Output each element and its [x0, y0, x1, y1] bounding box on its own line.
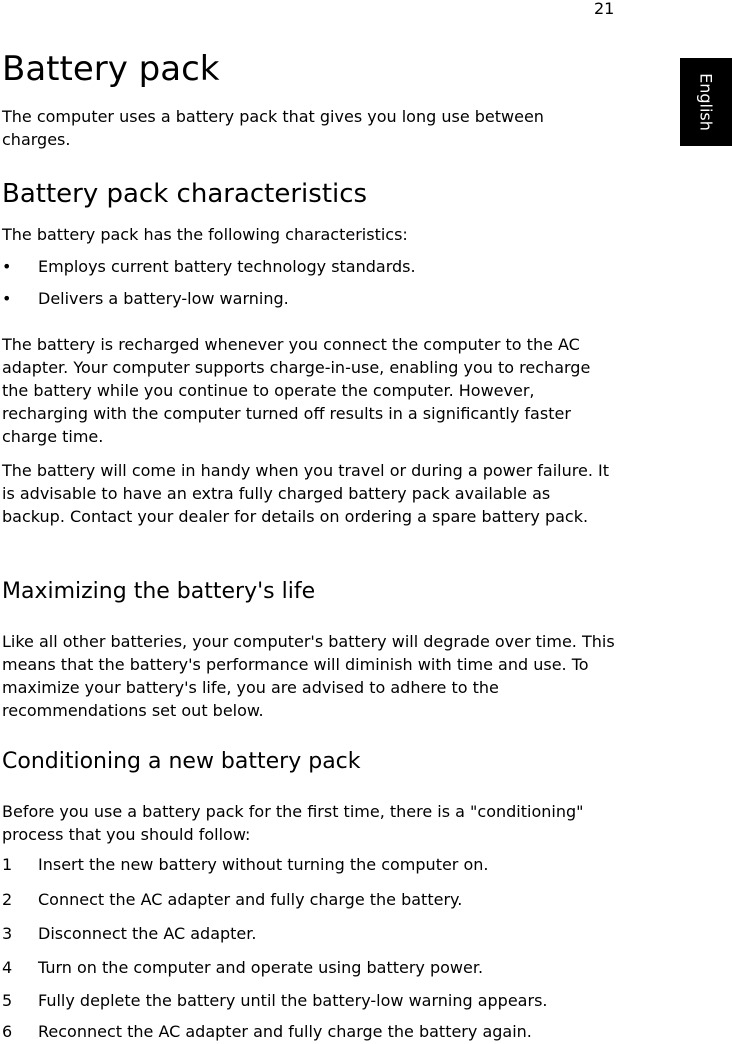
step-text: Connect the AC adapter and fully charge the battery.: [38, 890, 463, 909]
step-number: 1: [2, 855, 13, 874]
conditioning-heading: Conditioning a new battery pack: [2, 749, 361, 774]
characteristics-heading: Battery pack characteristics: [2, 179, 368, 209]
language-side-tab: [680, 58, 732, 146]
page-title: Battery pack: [2, 49, 220, 89]
bullet-marker: •: [2, 289, 12, 308]
step-number: 2: [2, 890, 13, 909]
step-number: 3: [2, 924, 13, 943]
maximizing-heading: Maximizing the battery's life: [2, 579, 316, 604]
language-tab-label: English: [696, 73, 716, 131]
bullet-marker: •: [2, 257, 12, 276]
recharge-paragraph: The battery is recharged whenever you connect the computer to the AC adapter. Your computer supports charge-in-use, enabling you to recharge the battery while you continue to operate the computer. However, recharging with the computer turned off results in a significantly faster charge time.: [2, 335, 591, 446]
intro-paragraph: The computer uses a battery pack that gives you long use between charges.: [2, 107, 544, 149]
step-text: Fully deplete the battery until the battery-low warning appears.: [38, 991, 548, 1010]
maximizing-paragraph: Like all other batteries, your computer's battery will degrade over time. This means that the battery's performance will diminish with time and use. To maximize your battery's life, you are advised to adhere to the recommendations set out below.: [2, 632, 615, 720]
page-number: 21: [594, 0, 615, 18]
step-text: Reconnect the AC adapter and fully charge the battery again.: [38, 1022, 532, 1041]
step-number: 6: [2, 1022, 13, 1041]
step-text: Turn on the computer and operate using battery power.: [38, 958, 484, 977]
backup-paragraph: The battery will come in handy when you travel or during a power failure. It is advisable to have an extra fully charged battery pack available as backup. Contact your dealer for details on ordering a spare battery pack.: [2, 461, 609, 526]
bullet-text: Delivers a battery-low warning.: [38, 289, 289, 308]
step-number: 4: [2, 958, 13, 977]
characteristics-lead: The battery pack has the following characteristics:: [2, 225, 408, 244]
bullet-text: Employs current battery technology standards.: [38, 257, 416, 276]
step-text: Disconnect the AC adapter.: [38, 924, 257, 943]
step-text: Insert the new battery without turning the computer on.: [38, 855, 489, 874]
step-number: 5: [2, 991, 13, 1010]
conditioning-lead: Before you use a battery pack for the first time, there is a "conditioning" process that you should follow:: [2, 802, 584, 844]
